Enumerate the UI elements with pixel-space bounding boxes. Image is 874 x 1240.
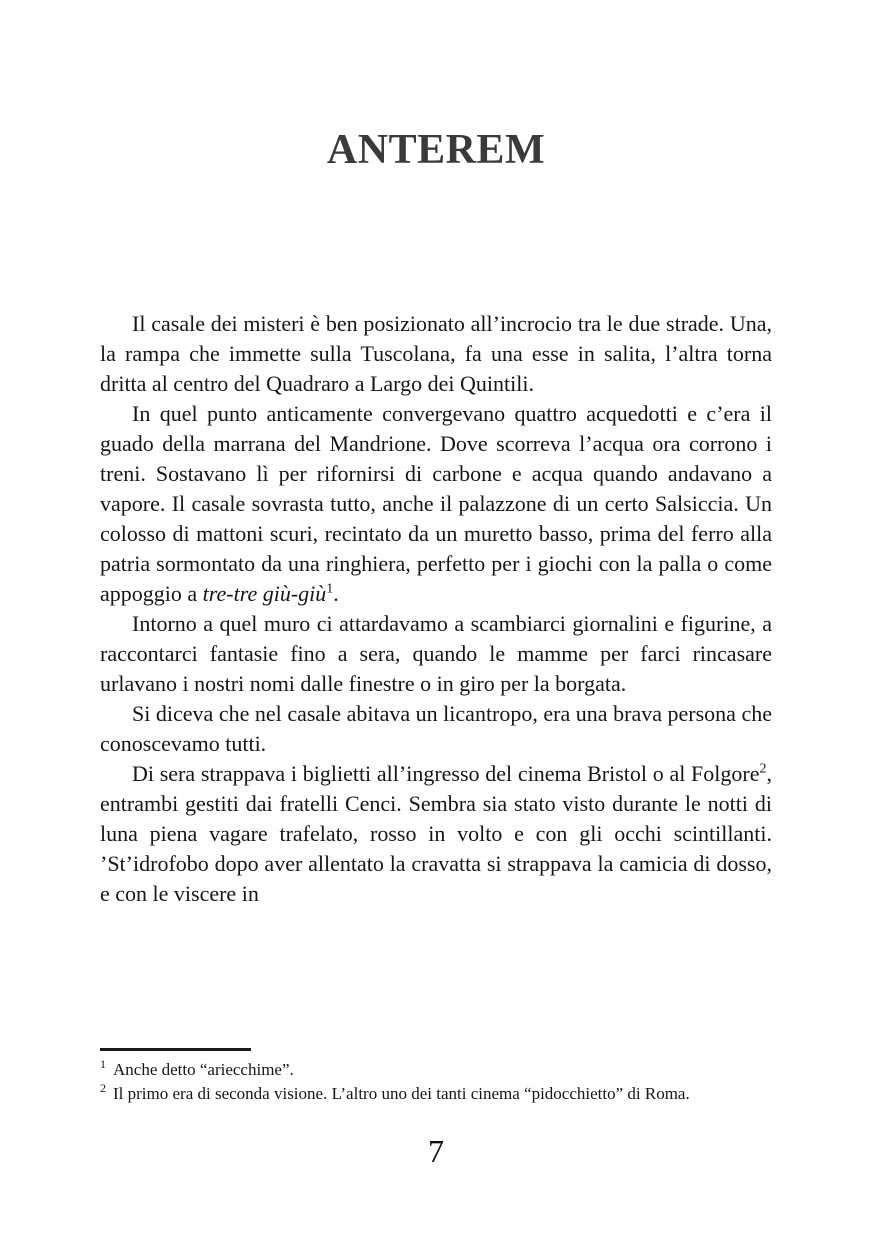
- body-text: [100, 309, 772, 909]
- paragraph-text: Il casale dei misteri è ben posizionato all’incrocio tra le due strade. Una, la rampa che immette sulla Tuscolana, fa una esse in salita, l’altra torna dritta al centro del Quadraro a Largo dei Quintili.: [100, 311, 772, 396]
- paragraph-text: Intorno a quel muro ci attardavamo a scambiarci giornalini e figurine, a raccontarci fantasie fino a sera, quando le mamme per farci rincasare urlavano i nostri nomi dalle finestre o in giro per la borgata.: [100, 611, 772, 696]
- paragraph-text: .: [333, 581, 339, 606]
- paragraph-3: [100, 609, 772, 699]
- footnote-1: [100, 1058, 772, 1082]
- footnote-text: Il primo era di seconda visione. L’altro uno dei tanti cinema “pidocchietto” di Roma.: [113, 1084, 690, 1103]
- paragraph-1: [100, 309, 772, 399]
- footnote-ref-1: 1: [326, 581, 334, 597]
- paragraph-5: [100, 759, 772, 909]
- footnotes: [100, 1058, 772, 1106]
- footnote-text: Anche detto “ariecchime”.: [113, 1060, 294, 1079]
- footnote-separator: [100, 1048, 251, 1051]
- paragraph-text: Di sera strappava i biglietti all’ingresso del cinema Bristol o al Folgore: [132, 761, 760, 786]
- italic-phrase: tre-tre giù-giù: [202, 581, 327, 606]
- paragraph-text: In quel punto anticamente convergevano quattro acquedotti e c’era il guado della marrana del Mandrione. Dove scorreva l’acqua ora corrono i treni. Sostavano lì per rifornirsi di carbone e acqua quando andavano a vapore. Il casale sovrasta tutto, anche il palazzone di un certo Salsiccia. Un colosso di mattoni scuri, recintato da un muretto basso, prima del ferro alla patria sormontato da una ringhiera, perfetto per i giochi con la palla o come appoggio a: [100, 401, 772, 606]
- paragraph-4: [100, 699, 772, 759]
- footnote-2: [100, 1082, 772, 1106]
- chapter-title: ANTEREM: [326, 127, 546, 173]
- paragraph-2: [100, 399, 772, 609]
- page-number: 7: [428, 1133, 444, 1169]
- footnote-ref-2: 2: [759, 761, 767, 777]
- paragraph-text: Si diceva che nel casale abitava un licantropo, era una brava persona che conoscevamo tutti.: [100, 701, 772, 756]
- paragraph-text: , entrambi gestiti dai fratelli Cenci. Sembra sia stato visto durante le notti di luna piena vagare trafelato, rosso in volto e con gli occhi scintillanti. ’St’idrofobo dopo aver allentato la cravatta si strappava la camicia di dosso, e con le viscere in: [100, 761, 772, 906]
- footnote-marker-2: 2: [100, 1081, 106, 1096]
- footnote-marker-1: 1: [100, 1057, 106, 1072]
